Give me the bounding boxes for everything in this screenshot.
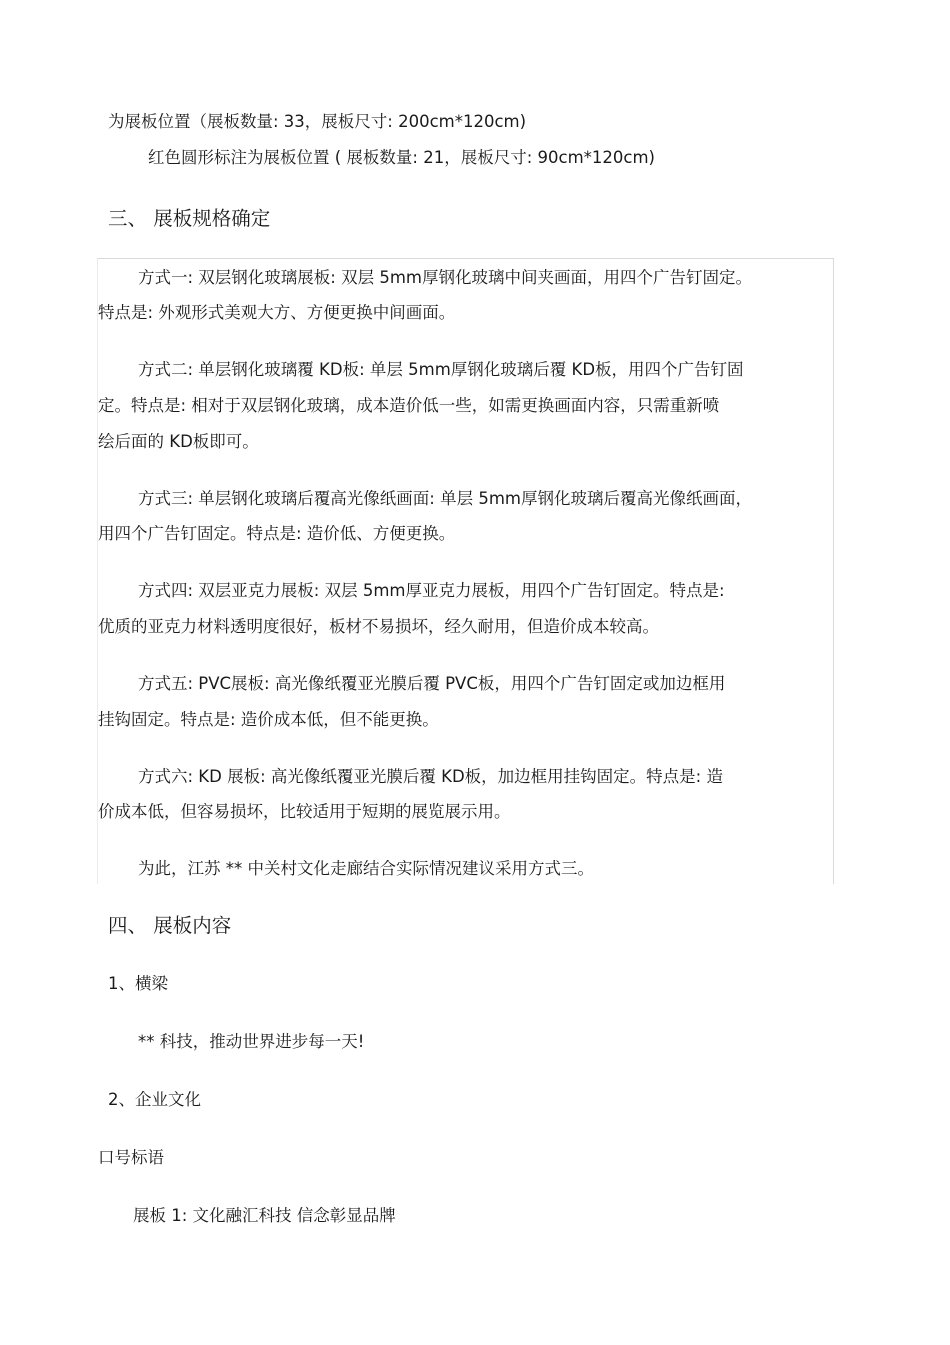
section-3-heading: 三、 展板规格确定 xyxy=(108,207,271,230)
method-2-line-3: 绘后面的 KD板即可。 xyxy=(98,432,259,451)
method-3-line-2: 用四个广告钉固定。特点是: 造价低、方便更换。 xyxy=(98,524,456,543)
method-4-line-2: 优质的亚克力材料透明度很好，板材不易损坏，经久耐用，但造价成本较高。 xyxy=(98,617,659,636)
item-1-text: ** 科技，推动世界进步每一天! xyxy=(138,1032,365,1051)
item-1-title: 1、横梁 xyxy=(108,974,168,993)
method-1-line-2: 特点是: 外观形式美观大方、方便更换中间画面。 xyxy=(98,303,456,322)
intro-line-1: 为展板位置（展板数量: 33，展板尺寸: 200cm*120cm) xyxy=(108,112,527,131)
slogan-label: 口号标语 xyxy=(98,1148,164,1167)
method-1-line-1: 方式一: 双层钢化玻璃展板: 双层 5mm厚钢化玻璃中间夹画面，用四个广告钉固定。 xyxy=(138,268,752,287)
section-4-heading: 四、 展板内容 xyxy=(108,914,232,937)
method-4-line-1: 方式四: 双层亚克力展板: 双层 5mm厚亚克力展板，用四个广告钉固定。特点是: xyxy=(138,581,725,600)
method-5-line-2: 挂钩固定。特点是: 造价成本低，但不能更换。 xyxy=(98,710,439,729)
method-2-line-1: 方式二: 单层钢化玻璃覆 KD板: 单层 5mm厚钢化玻璃后覆 KD板，用四个广告钉固 xyxy=(138,360,744,379)
method-3-line-1: 方式三: 单层钢化玻璃后覆高光像纸画面: 单层 5mm厚钢化玻璃后覆高光像纸画面， xyxy=(138,489,752,508)
method-6-line-1: 方式六: KD 展板: 高光像纸覆亚光膜后覆 KD板，加边框用挂钩固定。特点是: 造 xyxy=(138,767,723,786)
intro-line-2: 红色圆形标注为展板位置 ( 展板数量: 21，展板尺寸: 90cm*120cm) xyxy=(148,148,655,167)
content-box xyxy=(97,258,834,884)
item-2-title: 2、企业文化 xyxy=(108,1090,201,1109)
method-2-line-2: 定。特点是: 相对于双层钢化玻璃，成本造价低一些，如需更换画面内容，只需重新喷 xyxy=(98,396,720,415)
method-6-line-2: 价成本低，但容易损坏，比较适用于短期的展览展示用。 xyxy=(98,802,511,821)
panel-1-text: 展板 1: 文化融汇科技 信念彰显品牌 xyxy=(133,1206,396,1225)
conclusion: 为此，江苏 ** 中关村文化走廊结合实际情况建议采用方式三。 xyxy=(138,859,594,878)
method-5-line-1: 方式五: PVC展板: 高光像纸覆亚光膜后覆 PVC板，用四个广告钉固定或加边框用 xyxy=(138,674,726,693)
